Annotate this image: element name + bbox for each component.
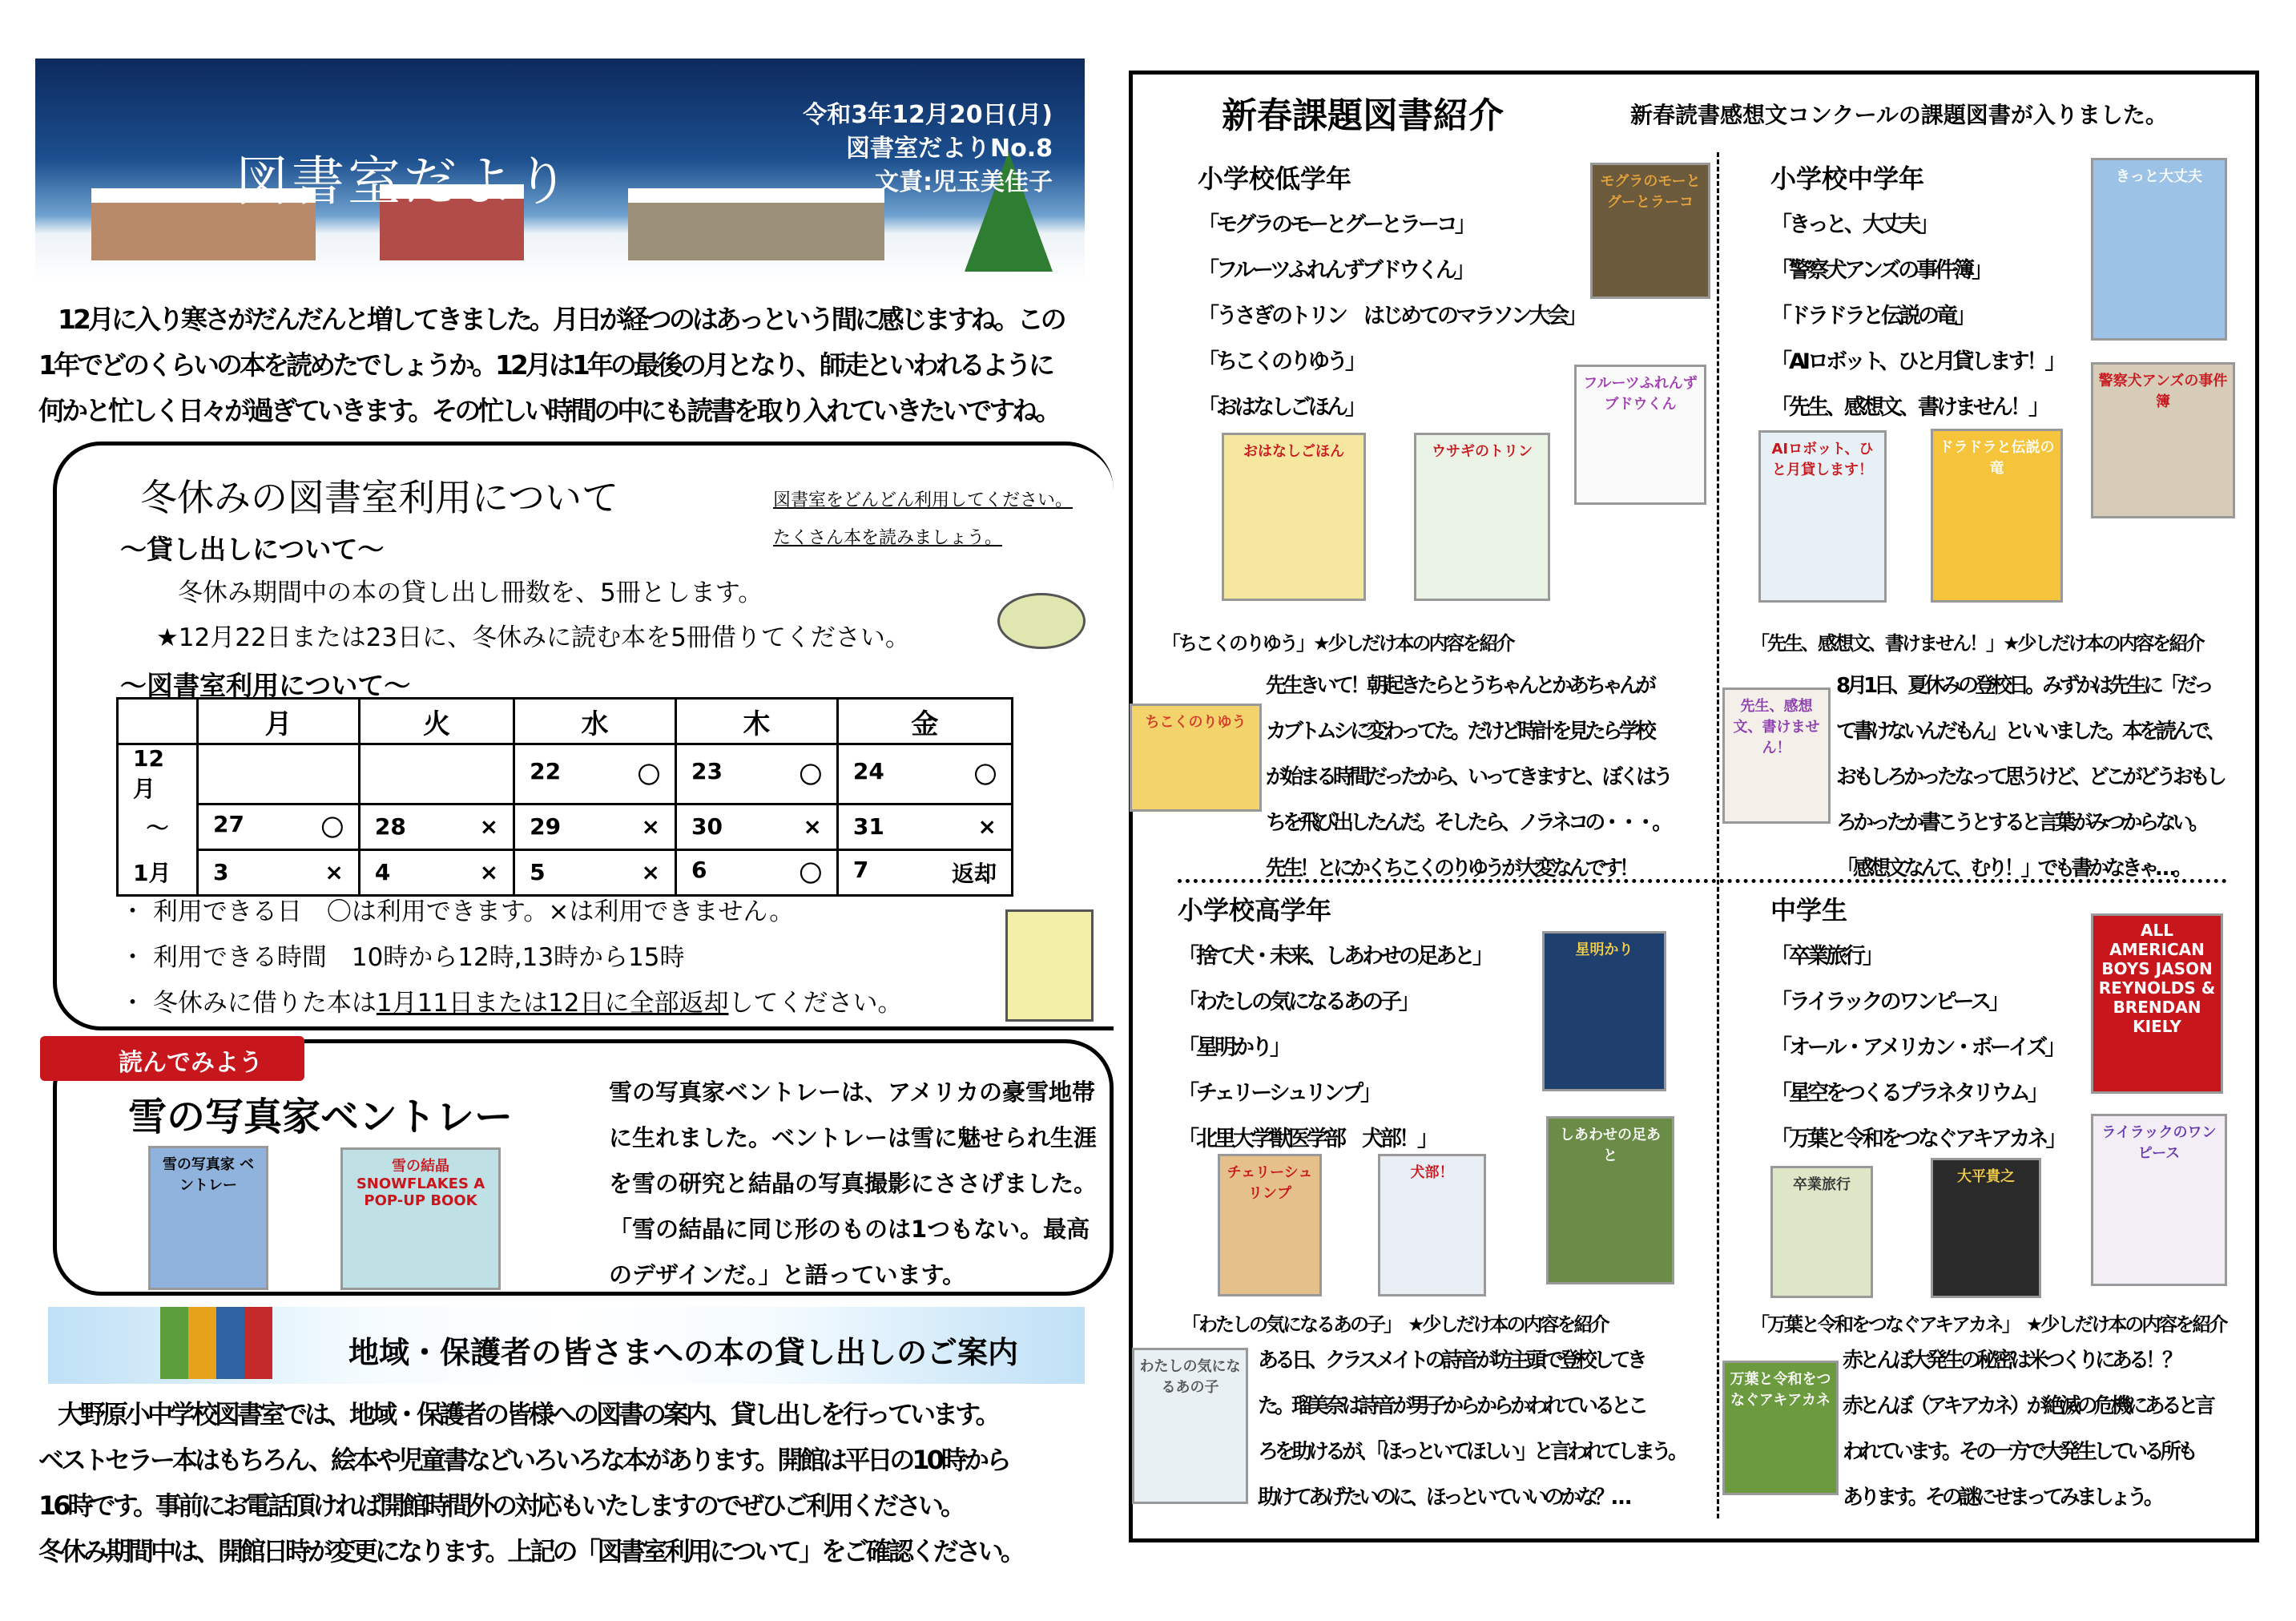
date: 28 bbox=[374, 813, 406, 840]
lending-star-note: ★12月22日または23日に、冬休みに読む本を5冊借りてください。 bbox=[156, 623, 910, 652]
day-thu: 木 bbox=[675, 699, 837, 744]
reading-ribbon: 読んでみよう bbox=[40, 1036, 304, 1081]
book-title: 「万葉と令和をつなぐアキアカネ」 bbox=[1770, 1127, 2064, 1151]
return-dates: 1月11日または12日に全部返却 bbox=[376, 989, 729, 1018]
community-paragraph bbox=[38, 1392, 1023, 1575]
section-junior-high bbox=[1770, 888, 2064, 1162]
date: 31 bbox=[852, 813, 884, 840]
community-title: 地域・保護者の皆さまへの本の貸し出しのご案内 bbox=[348, 1335, 1019, 1370]
book-cover: ドラドラと伝説の竜 bbox=[1931, 429, 2063, 603]
books-icon bbox=[160, 1307, 272, 1379]
status: × bbox=[641, 813, 660, 840]
book-cover: ウサギのトリン bbox=[1414, 433, 1550, 601]
status: × bbox=[324, 859, 344, 885]
book-cover: ちこくのりゆう bbox=[1130, 704, 1262, 812]
desc-line: のデザインだ。」と語っています。 bbox=[609, 1261, 966, 1288]
book-title: 「きっと、大丈夫」 bbox=[1770, 212, 1936, 237]
issue-number: 図書室だよりNo.8 bbox=[846, 135, 1053, 163]
day-wed: 水 bbox=[514, 699, 676, 744]
feature-description bbox=[1843, 1338, 2212, 1521]
lending-heading: ～貸し出しについて～ bbox=[120, 534, 385, 565]
feature-heading: 「先生、感想文、書けません！」★少しだけ本の内容を紹介 bbox=[1750, 632, 2203, 655]
book-title: 「ちこくのりゆう」 bbox=[1198, 349, 1364, 374]
book-cover: しあわせの足あと bbox=[1546, 1116, 1674, 1284]
book-cover: ALL AMERICAN BOYS JASON REYNOLDS & BRENDAN KIELY bbox=[2091, 913, 2223, 1094]
book-cover: ライラックのワンピース bbox=[2091, 1114, 2227, 1286]
date: 27 bbox=[213, 810, 244, 837]
desc-line: 先生！とにかくちこくのりゆうが大変なんです！ bbox=[1266, 857, 1637, 881]
desc-line: 赤とんぼ（アキアカネ）が絶滅の危機にあると言 bbox=[1843, 1394, 2212, 1418]
month-range-tilde: ～ bbox=[118, 804, 198, 849]
feature-heading: 「わたしの気になるあの子」 ★少しだけ本の内容を紹介 bbox=[1182, 1313, 1608, 1336]
intro-line: 何かと忙しく日々が過ぎていきます。その忙しい時間の中にも読書を取り入れていきたいですね。 bbox=[38, 395, 1059, 426]
book-cover: きっと大丈夫 bbox=[2091, 158, 2227, 341]
community-line: 大野原小中学校図書室では、地域・保護者の皆様への図書の案内、貸し出しを行っています。 bbox=[58, 1399, 998, 1429]
desc-line: て書けないんだもん」といいました。本を読んで、 bbox=[1836, 720, 2223, 744]
section-title: 小学校中学年 bbox=[1770, 163, 1925, 194]
section-title: 小学校高学年 bbox=[1178, 895, 1332, 925]
desc-line: ろを助けるが、「ほっといてほしい」と言われてしまう。 bbox=[1258, 1440, 1686, 1464]
book-title: 「星明かり」 bbox=[1178, 1035, 1288, 1060]
status: × bbox=[977, 813, 997, 840]
book-cover: 卒業旅行 bbox=[1770, 1166, 1873, 1298]
book-title: 「捨て犬・未来、しあわせの足あと」 bbox=[1178, 944, 1491, 969]
desc-line: ちを飛び出したんだ。そしたら、ノラネコの・・・。 bbox=[1266, 811, 1670, 835]
book-cover: 大平貴之 bbox=[1931, 1158, 2041, 1298]
status: 〇 bbox=[637, 761, 660, 788]
feature-description bbox=[1836, 663, 2223, 892]
day-mon: 月 bbox=[198, 699, 360, 744]
status: 〇 bbox=[320, 814, 344, 841]
status: 〇 bbox=[973, 761, 997, 788]
book-title: 「チェリーシュリンプ」 bbox=[1178, 1081, 1380, 1106]
desc-line: あります。その謎にせまってみましょう。 bbox=[1843, 1486, 2161, 1510]
date: 22 bbox=[530, 757, 562, 784]
section-upper-elementary bbox=[1178, 888, 1491, 1162]
desc-line: カブトムシに変わってた。だけど時計を見たら学校 bbox=[1266, 720, 1653, 744]
feature-description bbox=[1258, 1338, 1685, 1521]
status: × bbox=[479, 859, 499, 885]
feature-heading: 「ちこくのりゆう」★少しだけ本の内容を紹介 bbox=[1162, 632, 1513, 655]
return-text: してください。 bbox=[728, 989, 903, 1018]
intro-line: 1年でどのくらいの本を読めたでしょうか。12月は1年の最後の月となり、師走といわれるように bbox=[38, 349, 1052, 381]
book-title: 「警察犬アンズの事件簿」 bbox=[1770, 258, 1991, 283]
reading-title: 雪の写真家ベントレー bbox=[128, 1095, 514, 1139]
date: 30 bbox=[691, 813, 723, 840]
desc-line: われています。その一方で大発生している所も bbox=[1843, 1440, 2194, 1464]
date: 29 bbox=[530, 813, 562, 840]
desc-line: 赤とんぼ大発生の秘密は米つくりにある！？ bbox=[1843, 1349, 2180, 1373]
book-cover: フルーツふれんず ブドウくん bbox=[1574, 365, 1706, 505]
book-cover: 雪の写真家 ベントレー bbox=[148, 1146, 268, 1290]
bullet-open-hours: ・ 利用できる時間 10時から12時,13時から15時 bbox=[120, 943, 685, 972]
book-title: 「フルーツふれんずブドウくん」 bbox=[1198, 258, 1472, 283]
intro-line: 12月に入り寒さがだんだんと増してきました。月日が経つのはあっという間に感じますね。この bbox=[58, 304, 1064, 335]
status: 〇 bbox=[799, 761, 822, 788]
bullet-return bbox=[120, 981, 902, 1026]
book-title: 「うさぎのトリン はじめてのマラソン大会」 bbox=[1198, 304, 1585, 329]
date: 24 bbox=[852, 757, 884, 784]
section-title: 中学生 bbox=[1770, 895, 1848, 925]
lending-text: 冬休み期間中の本の貸し出し冊数を、5冊とします。 bbox=[178, 579, 763, 607]
date: 5 bbox=[530, 859, 546, 885]
book-mascot-illustration bbox=[1005, 909, 1094, 1022]
desc-line: 先生きいて！朝起きたらとうちゃんとかあちゃんが bbox=[1266, 674, 1654, 698]
book-title: 「北里大学獣医学部 犬部！」 bbox=[1178, 1127, 1436, 1151]
date: 3 bbox=[213, 859, 229, 885]
note-read-books: たくさん本を読みましょう。 bbox=[773, 528, 1003, 548]
feature-description bbox=[1266, 663, 1670, 892]
desc-line: が始まる時間だったから、いってきますと、ぼくはう bbox=[1266, 765, 1670, 789]
desc-line: ろかったか書こうとすると言葉がみつからない。 bbox=[1836, 811, 2206, 835]
date: 4 bbox=[374, 859, 391, 885]
date: 7 bbox=[852, 856, 869, 883]
date: 6 bbox=[691, 856, 707, 883]
community-line: ベストセラー本はもちろん、絵本や児童書などいろいろな本があります。開館は平日の10時から bbox=[38, 1445, 1009, 1475]
note-use-library: 図書室をどんどん利用してください。 bbox=[773, 490, 1073, 510]
status: × bbox=[641, 859, 660, 885]
book-title: 「卒業旅行」 bbox=[1770, 944, 1881, 969]
section-title: 小学校低学年 bbox=[1198, 163, 1352, 194]
calendar-table bbox=[116, 697, 1013, 897]
desc-line: 「雪の結晶に同じ形のものは1つもない。最高 bbox=[609, 1216, 1090, 1243]
desc-line: に生れました。ベントレーは雪に魅せられ生涯 bbox=[609, 1124, 1098, 1151]
book-cover: モグラのモーとグーとラーコ bbox=[1590, 163, 1710, 299]
book-title: 「わたしの気になるあの子」 bbox=[1178, 990, 1417, 1014]
reading-description bbox=[609, 1070, 1097, 1298]
desc-line: おもしろかったなって思うけど、どこがどうおもし bbox=[1836, 765, 2224, 789]
book-cover: チェリーシュリンプ bbox=[1218, 1154, 1322, 1296]
community-line: 16時です。事前にお電話頂ければ開館時間外の対応もいたしますのでぜひご利用ください。 bbox=[38, 1490, 963, 1521]
book-title: 「モグラのモーとグーとラーコ」 bbox=[1198, 212, 1473, 237]
issue-date: 令和3年12月20日(月) bbox=[803, 101, 1053, 129]
author: 文責:児玉美佳子 bbox=[875, 168, 1053, 196]
book-title: 「先生、感想文、書けません！」 bbox=[1770, 395, 2047, 420]
day-tue: 火 bbox=[359, 699, 514, 744]
book-cover: AIロボット、ひと月貸します！ bbox=[1758, 430, 1887, 603]
winter-usage-title: 冬休みの図書室利用について bbox=[140, 476, 619, 519]
header-banner bbox=[35, 58, 1085, 283]
book-cover: 星明かり bbox=[1542, 931, 1666, 1091]
book-title: 「ライラックのワンピース」 bbox=[1770, 990, 2008, 1014]
desc-line: 8月1日、夏休みの登校日。みずかは先生に「だっ bbox=[1836, 674, 2211, 698]
book-title: 「星空をつくるプラネタリウム」 bbox=[1770, 1081, 2046, 1106]
book-cover: 雪の結晶 SNOWFLAKES A POP-UP BOOK bbox=[340, 1147, 501, 1290]
month-label: 1月 bbox=[118, 849, 198, 895]
book-cover: 万葉と令和をつなぐアキアカネ bbox=[1722, 1361, 1839, 1495]
column-divider bbox=[1717, 152, 1719, 1518]
intro-paragraph bbox=[38, 296, 1064, 433]
book-title: 「AIロボット、ひと月貸します！」 bbox=[1770, 349, 2064, 374]
status: × bbox=[803, 813, 822, 840]
feature-heading: 「万葉と令和をつなぐアキアカネ」 ★少しだけ本の内容を紹介 bbox=[1750, 1313, 2226, 1336]
desc-line: た。瑠美奈は詩音が男子からからかわれているとこ bbox=[1258, 1394, 1645, 1418]
desc-line: を雪の研究と結晶の写真撮影にささげました。 bbox=[609, 1170, 1098, 1197]
book-cover: 警察犬アンズの事件簿 bbox=[2091, 362, 2235, 518]
desc-line: 雪の写真家ベントレーは、アメリカの豪雪地帯 bbox=[609, 1079, 1095, 1106]
community-banner bbox=[48, 1307, 1085, 1384]
status: 〇 bbox=[799, 860, 822, 887]
return-text: ・ 冬休みに借りた本は bbox=[120, 989, 377, 1018]
usage-heading: ～図書室利用について～ bbox=[120, 670, 411, 701]
date: 23 bbox=[691, 757, 723, 784]
mascot-illustration bbox=[997, 593, 1086, 649]
community-line: 冬休み期間中は、開館日時が変更になります。上記の「図書室利用について」をご確認ください。 bbox=[38, 1536, 1023, 1567]
book-cover: おはなしごほん bbox=[1222, 433, 1366, 601]
book-cover: 先生、感想文、書けません！ bbox=[1722, 688, 1831, 824]
section-lower-elementary bbox=[1198, 156, 1585, 430]
day-fri: 金 bbox=[837, 699, 1012, 744]
status: 返却 bbox=[951, 860, 997, 887]
book-cover: 犬部！ bbox=[1378, 1154, 1486, 1296]
newsletter-title: 図書室だより bbox=[236, 151, 572, 212]
book-title: 「ドラドラと伝説の竜」 bbox=[1770, 304, 1973, 329]
month-label: 12月 bbox=[118, 744, 198, 804]
book-title: 「おはなしごほん」 bbox=[1198, 395, 1364, 420]
books-subtitle: 新春読書感想文コンクールの課題図書が入りました。 bbox=[1630, 102, 2168, 128]
book-title: 「オール・アメリカン・ボーイズ」 bbox=[1770, 1035, 2064, 1060]
books-title: 新春課題図書紹介 bbox=[1222, 95, 1504, 136]
book-cover: わたしの気になるあの子 bbox=[1132, 1348, 1248, 1504]
desc-line: 「感想文なんて、むり！」でも書かなきゃ…。 bbox=[1836, 857, 2189, 881]
desc-line: ある日、クラスメイトの詩音が坊主頭で登校してき bbox=[1258, 1349, 1644, 1373]
section-middle-elementary bbox=[1770, 156, 2064, 430]
bullet-open-days: ・ 利用できる日 〇は利用できます。×は利用できません。 bbox=[120, 897, 795, 926]
status: × bbox=[479, 813, 499, 840]
desc-line: 助けてあげたいのに、ほっといていいのかな？… bbox=[1258, 1486, 1629, 1510]
